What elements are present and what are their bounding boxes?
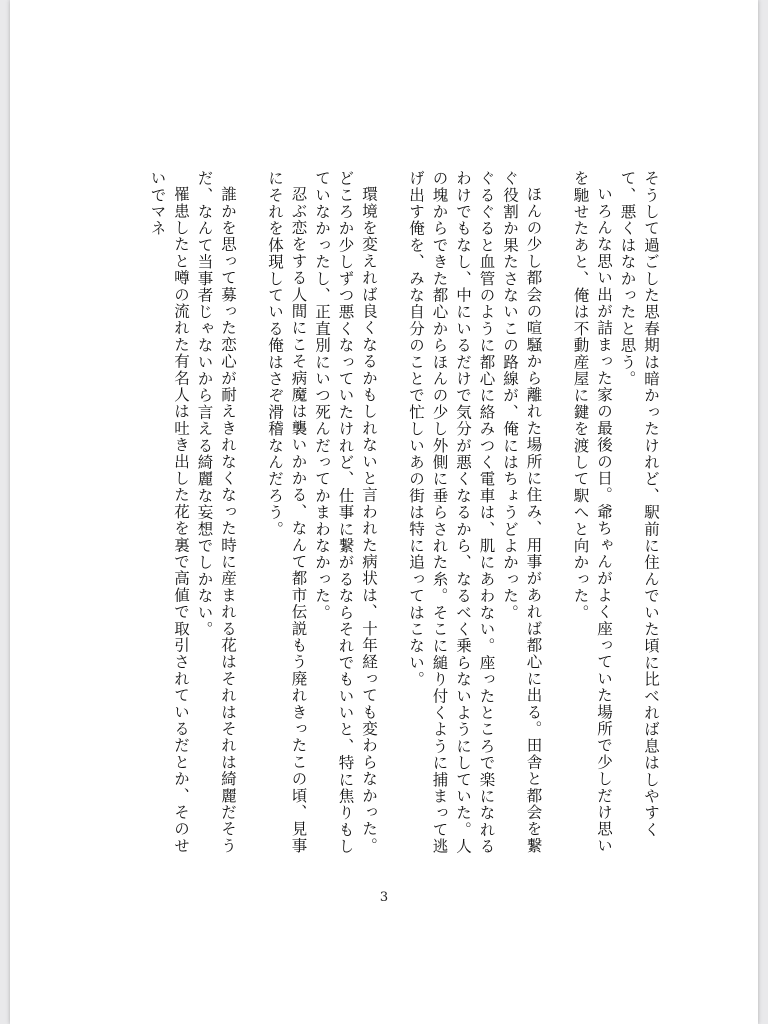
vertical-text-body: [145, 170, 662, 870]
paragraph-8: 罹患したと噂の流れた有名人は吐き出した花を裏で高値で取引されているだとか、そのせいでマネ: [148, 170, 190, 854]
paragraph-3: ほんの少し都会の喧騒から離れた場所に住み、用事があれば都心に出る。田舎と都会を繋ぐ役割か果たさないこの路線が、俺にはちょうどよかった。: [501, 170, 543, 854]
paragraph-5: 環境を変えれば良くなるかもしれないと言われた病状は、十年経っても変わらなかった。どころか少しずつ悪くなっていたけれど、仕事に繋がるならそれでもいいと、特に焦りもしていなかったし、正直別にいつ死んだってかまわなかった。: [313, 170, 378, 855]
document-page: [10, 0, 758, 1024]
paragraph-2: いろんな思い出が詰まった家の最後の日。爺ちゃんがよく座っていた場所で少しだけ思いを馳せたあと、俺は不動産屋に鍵を渡して駅へと向かった。: [571, 170, 613, 854]
paragraph-7: 誰かを思って募った恋心が耐えきれなくなった時に産まれる花はそれはそれは綺麗だそうだ、なんて当事者じゃないから言える綺麗な妄想でしかない。: [195, 170, 237, 854]
paragraph-6: 忍ぶ恋をする人間にこそ病魔は襲いかかる、なんて都市伝説もう廃れきったこの頃、見事にそれを体現している俺はさぞ滑稽なんだろう。: [266, 170, 308, 854]
paragraph-1: そうして過ごした思春期は暗かったけれど、駅前に住んでいた頃に比べれば息はしやすくて、悪くはなかったと思う。: [618, 170, 660, 838]
paragraph-4: ぐるぐると血管のように都心に絡みつく電車は、肌にあわない。座ったところで楽になれるわけでもなし、中にいるだけで気分が悪くなるから、なるべく乗らないようにしていた。人の塊からできた都心からほんの少し外側に垂らされた糸。そこに縋り付くように捕まって逃げ出す俺を、みな自分のことで忙しいあの街は特に追ってはこない。: [407, 170, 496, 855]
page-number: 3: [379, 890, 389, 905]
